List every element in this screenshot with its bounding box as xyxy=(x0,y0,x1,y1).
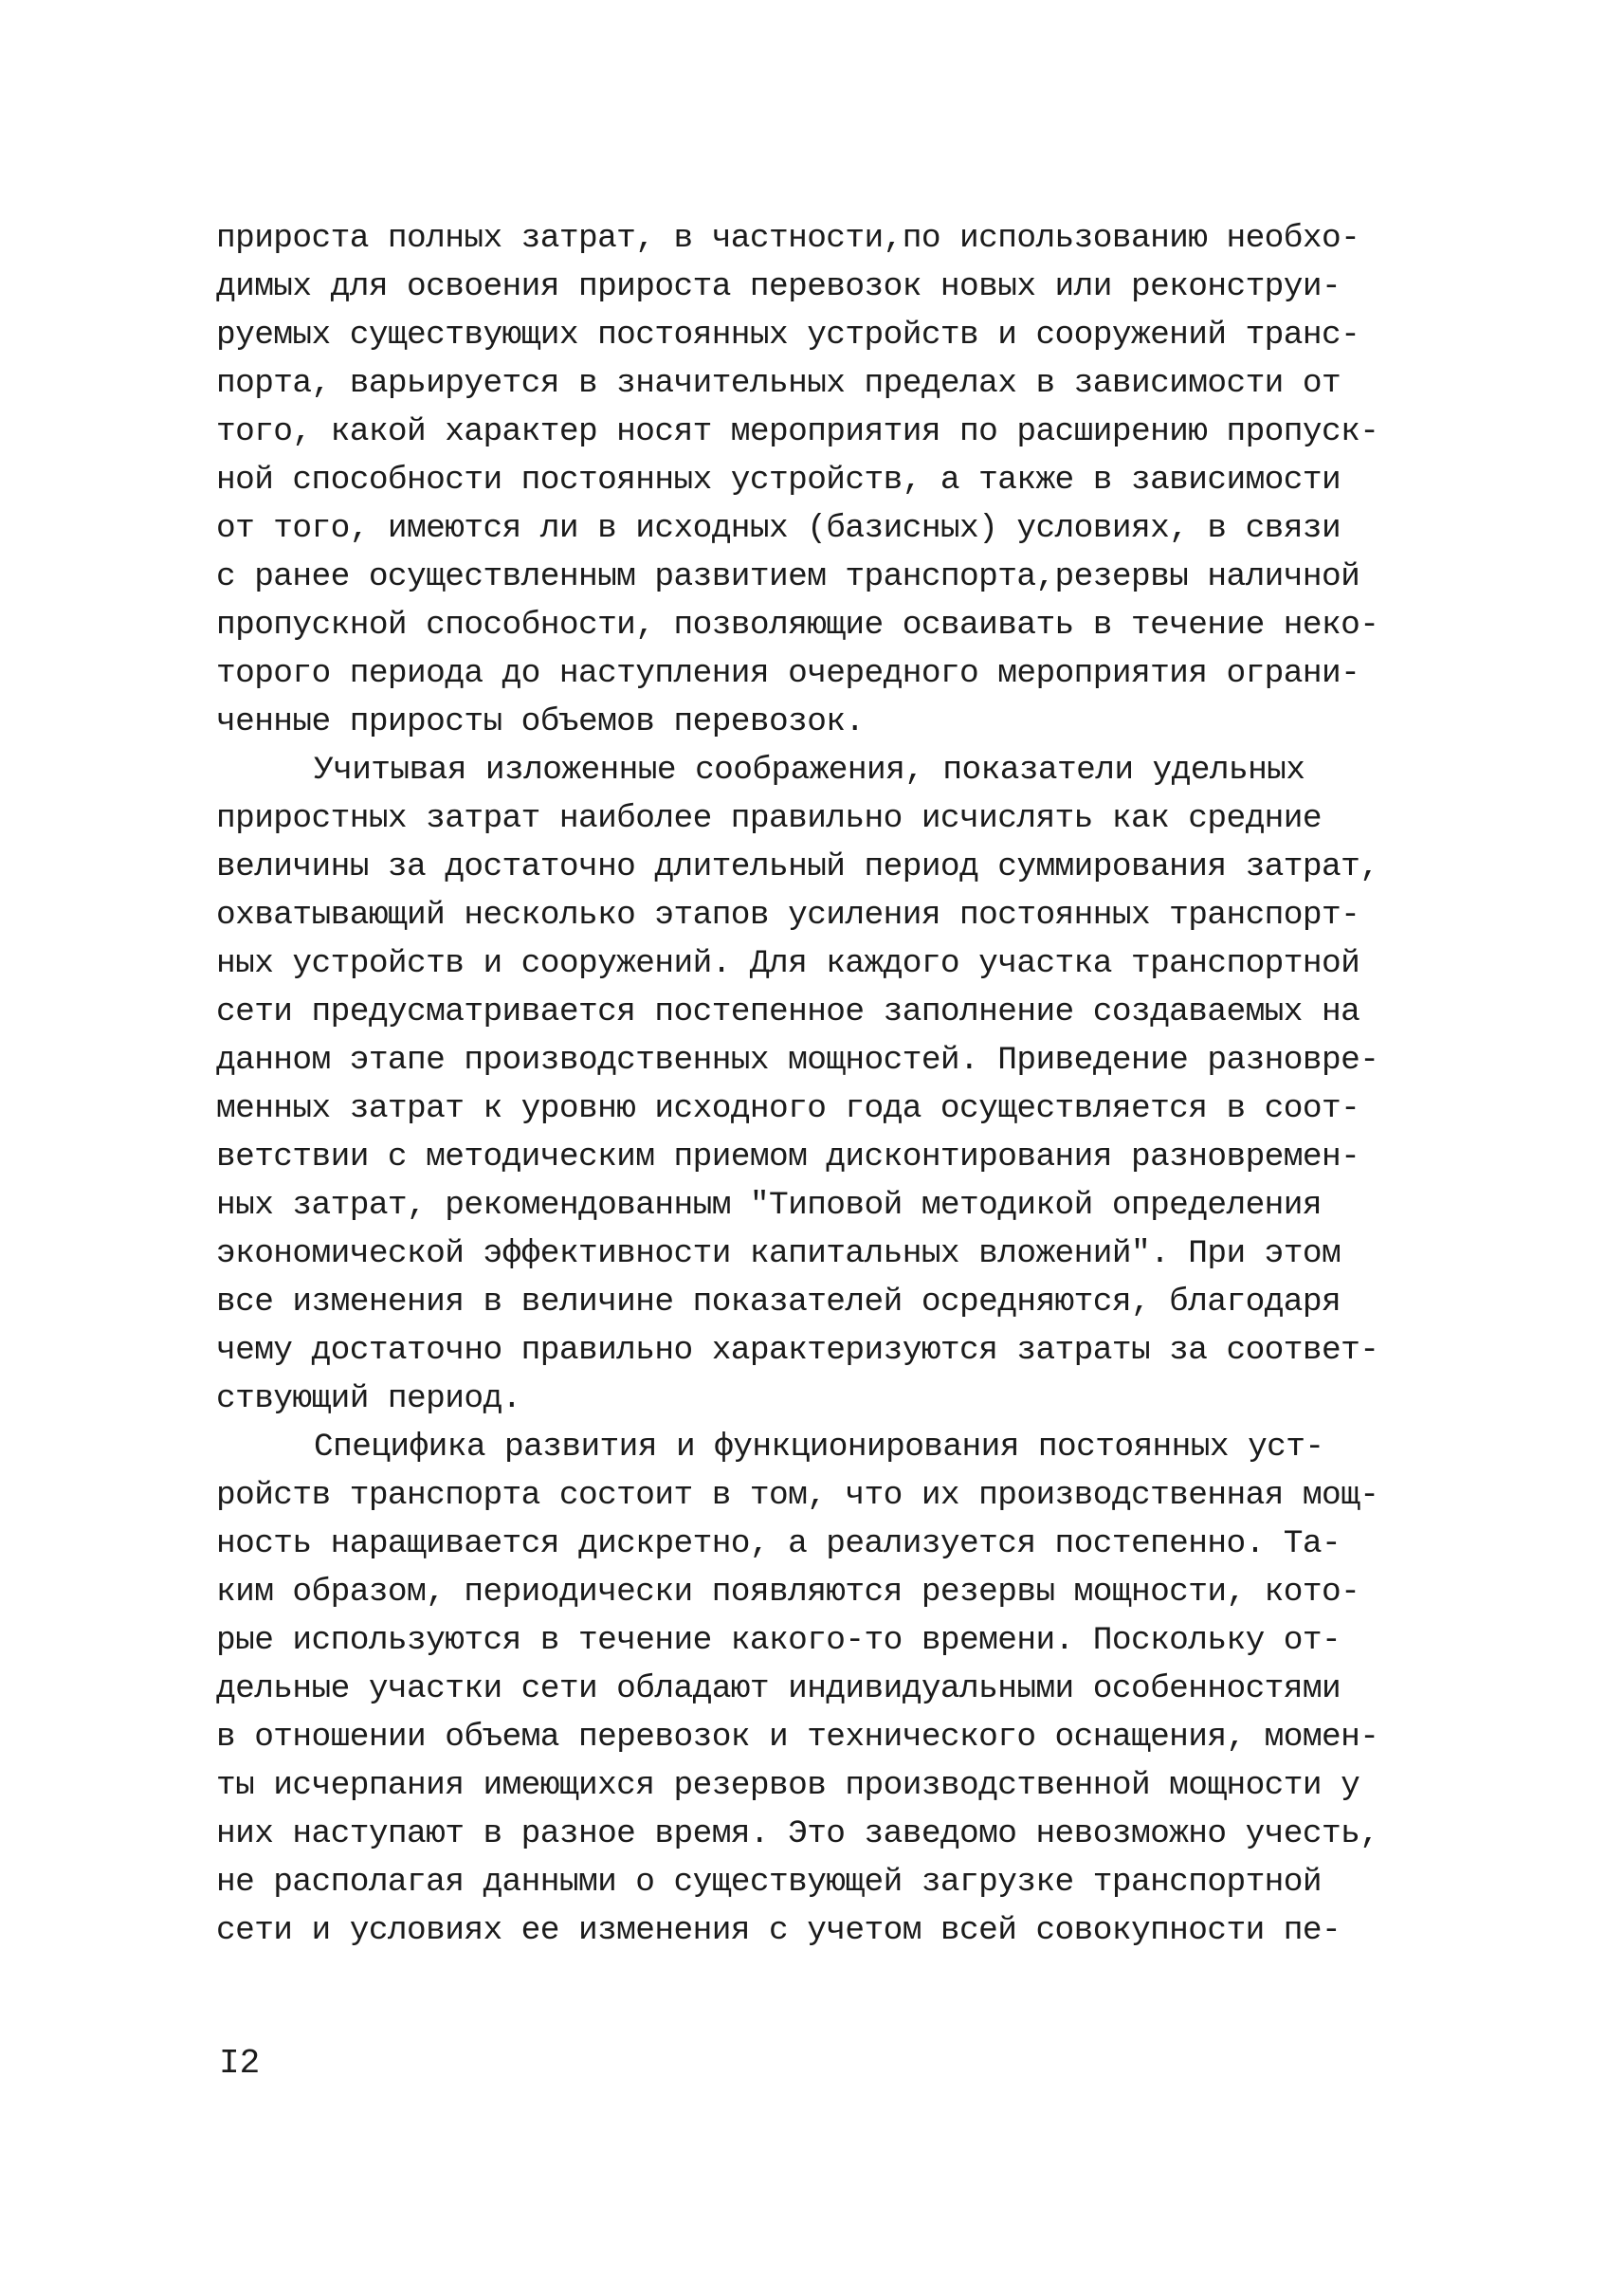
text-line: порта, варьируется в значительных пределах в зависимости от xyxy=(216,365,1341,402)
text-line: сети и условиях ее изменения с учетом всей совокупности пе- xyxy=(216,1912,1341,1949)
text-line: менных затрат к уровню исходного года осуществляется в соот- xyxy=(216,1090,1360,1127)
text-line: в отношении объема перевозок и технического оснащения, момен- xyxy=(216,1719,1379,1756)
text-line: чему достаточно правильно характеризуются затраты за соответ- xyxy=(216,1332,1379,1369)
text-line: Учитывая изложенные соображения, показатели удельных xyxy=(314,752,1305,789)
text-line: торого периода до наступления очередного мероприятия ограни- xyxy=(216,655,1360,692)
paragraph xyxy=(216,1423,1449,1955)
text-line: прироста полных затрат, в частности,по использованию необхо- xyxy=(216,220,1360,257)
text-line: дельные участки сети обладают индивидуальными особенностями xyxy=(216,1670,1341,1707)
text-line: ной способности постоянных устройств, а также в зависимости xyxy=(216,462,1341,499)
text-line: сети предусматривается постепенное заполнение создаваемых на xyxy=(216,993,1360,1030)
paragraph xyxy=(216,746,1449,1423)
text-line: ким образом, периодически появляются резервы мощности, кото- xyxy=(216,1574,1360,1611)
text-line: от того, имеются ли в исходных (базисных) условиях, в связи xyxy=(216,510,1341,547)
paragraph xyxy=(216,214,1449,746)
text-line: ченные приросты объемов перевозок. xyxy=(216,703,865,740)
page-number: I2 xyxy=(219,2044,261,2083)
text-line: ты исчерпания имеющихся резервов производственной мощности у xyxy=(216,1767,1360,1804)
text-line: величины за достаточно длительный период суммирования затрат, xyxy=(216,848,1379,885)
text-line: все изменения в величине показателей осредняются, благодаря xyxy=(216,1284,1341,1321)
text-line: ветствии с методическим приемом дисконтирования разновремен- xyxy=(216,1139,1360,1175)
text-line: охватывающий несколько этапов усиления постоянных транспорт- xyxy=(216,897,1360,934)
text-line: ных устройств и сооружений. Для каждого участка транспортной xyxy=(216,945,1360,982)
body-text xyxy=(216,214,1449,1955)
text-line: экономической эффективности капитальных вложений". При этом xyxy=(216,1235,1341,1272)
text-line: ных затрат, рекомендованным "Типовой методикой определения xyxy=(216,1187,1322,1224)
text-line: приростных затрат наиболее правильно исчислять как средние xyxy=(216,800,1322,837)
text-line: ствующий период. xyxy=(216,1380,521,1417)
text-line: руемых существующих постоянных устройств и сооружений транс- xyxy=(216,317,1360,354)
text-line: данном этапе производственных мощностей. Приведение разновре- xyxy=(216,1042,1379,1079)
text-line: не располагая данными о существующей загрузке транспортной xyxy=(216,1864,1322,1901)
text-line: них наступают в разное время. Это заведомо невозможно учесть, xyxy=(216,1815,1379,1852)
text-line: ройств транспорта состоит в том, что их производственная мощ- xyxy=(216,1477,1379,1514)
text-line: Специфика развития и функционирования постоянных уст- xyxy=(314,1429,1324,1466)
text-line: ность наращивается дискретно, а реализуется постепенно. Та- xyxy=(216,1525,1341,1562)
text-line: с ранее осуществленным развитием транспорта,резервы наличной xyxy=(216,558,1360,595)
text-line: рые используются в течение какого-то времени. Поскольку от- xyxy=(216,1622,1341,1659)
text-line: пропускной способности, позволяющие осваивать в течение неко- xyxy=(216,607,1379,644)
text-line: того, какой характер носят мероприятия по расширению пропуск- xyxy=(216,413,1379,450)
text-line: димых для освоения прироста перевозок новых или реконструи- xyxy=(216,268,1341,305)
